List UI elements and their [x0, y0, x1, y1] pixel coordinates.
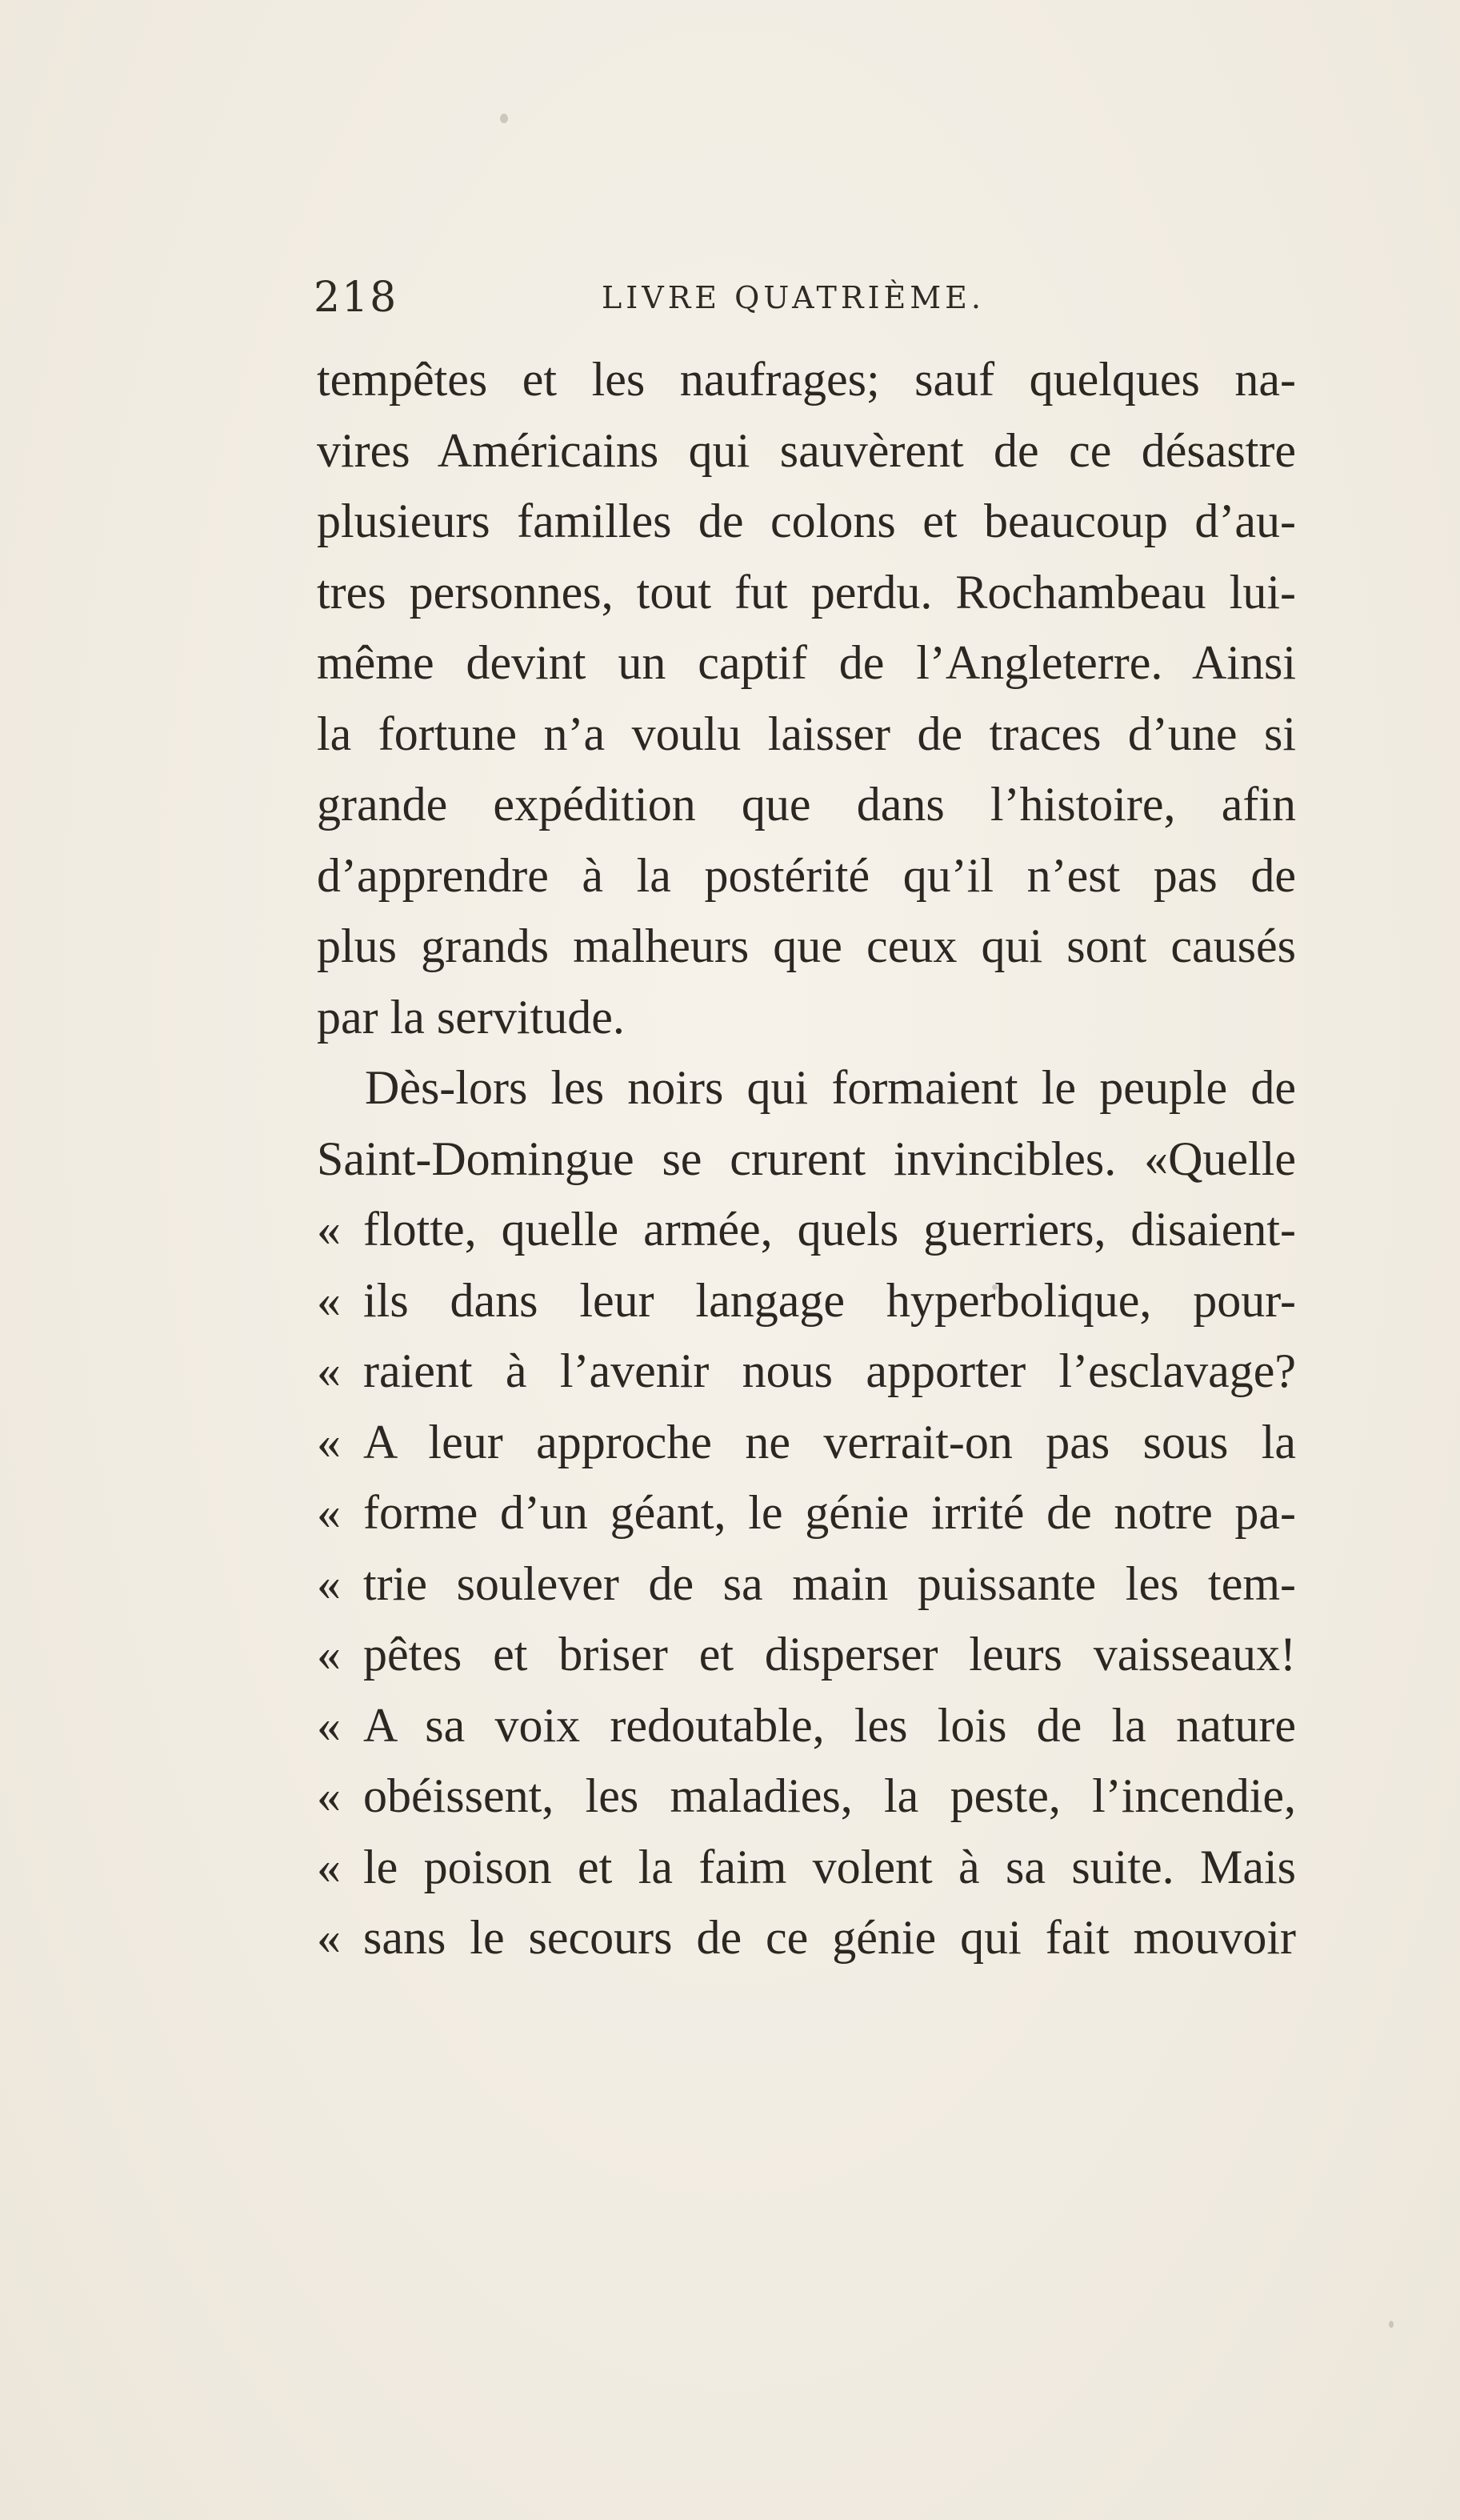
quoted-line — [317, 1902, 1296, 1973]
quoted-line — [317, 1619, 1296, 1690]
quote-mark: « — [317, 1769, 341, 1822]
text-line: tempêtes et les naufrages; sauf quelques na- — [317, 353, 1296, 406]
quoted-text: raient à l’avenir nous apporter l’esclavage? — [363, 1344, 1296, 1397]
quoted-line — [317, 1477, 1296, 1548]
text-line: d’apprendre à la postérité qu’il n’est pas de — [317, 848, 1296, 902]
quote-mark: « — [317, 1698, 341, 1752]
quoted-line — [317, 1265, 1296, 1336]
quoted-text: flotte, quelle armée, quels guerriers, disaient- — [363, 1203, 1296, 1256]
quote-mark: « — [317, 1556, 341, 1610]
quote-mark: « — [317, 1628, 341, 1681]
text-line: la fortune n’a voulu laisser de traces d’une si — [317, 707, 1296, 760]
text-line: par la servitude. — [317, 990, 625, 1044]
quoted-line — [317, 1194, 1296, 1265]
quoted-text: A sa voix redoutable, les lois de la nature — [363, 1698, 1296, 1752]
quote-mark: « — [317, 1273, 341, 1327]
quote-mark: « — [317, 1840, 341, 1893]
text-line: plusieurs familles de colons et beaucoup d’au- — [317, 495, 1296, 547]
quoted-text: ils dans leur langage hyperbolique, pour- — [363, 1273, 1296, 1327]
quote-mark: « — [317, 1415, 341, 1468]
text-line: tres personnes, tout fut perdu. Rochambeau lui- — [317, 565, 1296, 619]
paragraph — [317, 344, 1296, 1052]
quoted-text: A leur approche ne verrait-on pas sous la — [363, 1415, 1296, 1468]
quoted-text: trie soulever de sa main puissante les tem- — [363, 1556, 1296, 1610]
paragraph — [317, 1052, 1296, 1973]
quote-mark: « — [317, 1486, 341, 1539]
quote-mark: « — [317, 1911, 341, 1964]
quoted-text: le poison et la faim volent à sa suite. Mais — [363, 1840, 1296, 1893]
text-line: grande expédition que dans l’histoire, afin — [317, 778, 1296, 831]
text-line: Dès-lors les noirs qui formaient le peuple de — [365, 1061, 1296, 1114]
text-line: plus grands malheurs que ceux qui sont causés — [317, 919, 1296, 972]
quoted-line — [317, 1407, 1296, 1478]
quoted-line — [317, 1690, 1296, 1761]
quote-mark: « — [317, 1344, 341, 1397]
paper-speck — [500, 114, 508, 123]
running-head: LIVRE QUATRIÈME. — [602, 280, 985, 315]
quoted-line — [317, 1336, 1296, 1407]
body-text — [317, 344, 1296, 1973]
text-line: même devint un captif de l’Angleterre. Ainsi — [317, 636, 1296, 689]
text-line: vires Américains qui sauvèrent de ce désastre — [317, 423, 1296, 477]
paper-speck — [1389, 2321, 1394, 2328]
page-header — [314, 274, 1298, 322]
quoted-line — [317, 1832, 1296, 1903]
quoted-text: forme d’un géant, le génie irrité de notre pa- — [363, 1486, 1296, 1539]
quoted-text: obéissent, les maladies, la peste, l’incendie, — [363, 1769, 1296, 1822]
quote-mark: « — [317, 1203, 341, 1256]
page-number: 218 — [314, 274, 398, 322]
quoted-text: sans le secours de ce génie qui fait mouvoir — [363, 1911, 1296, 1964]
quoted-text: pêtes et briser et disperser leurs vaisseaux! — [363, 1628, 1296, 1681]
text-line: Saint-Domingue se crurent invincibles. «Quelle — [317, 1132, 1296, 1185]
quoted-line — [317, 1761, 1296, 1832]
quoted-line — [317, 1548, 1296, 1620]
